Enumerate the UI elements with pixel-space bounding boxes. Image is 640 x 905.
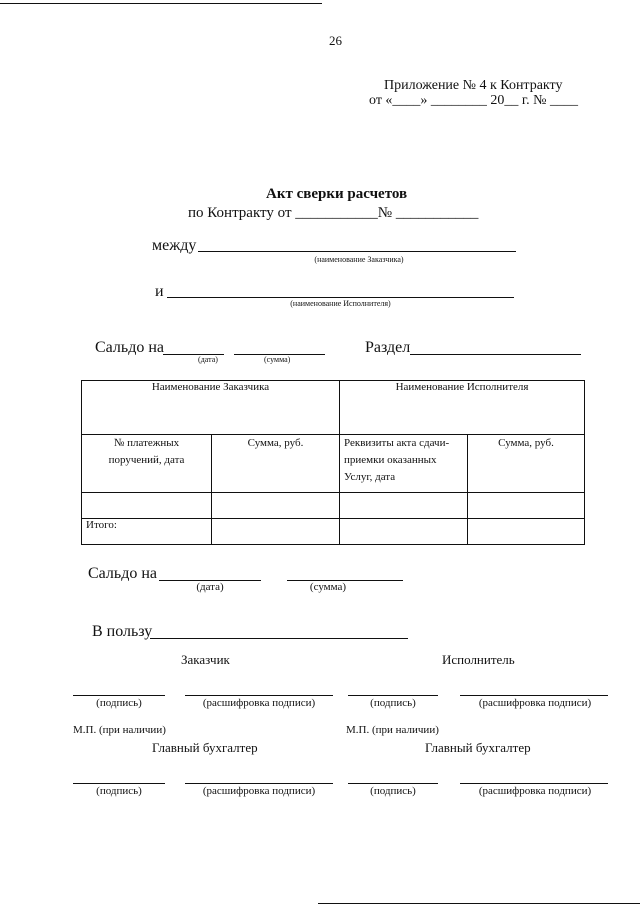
balance-bottom-date-caption: (дата) <box>196 581 224 593</box>
customer-name-line <box>198 251 516 252</box>
page-number: 26 <box>329 33 342 48</box>
executor-accountant-decode-caption: (расшифровка подписи) <box>478 785 592 797</box>
executor-signature-label: Исполнитель <box>442 652 515 667</box>
executor-accountant-signature-line <box>348 783 438 784</box>
section-line <box>410 354 581 355</box>
executor-sum-header: Сумма, руб. <box>468 435 585 493</box>
customer-accountant-signature-line <box>73 783 165 784</box>
executor-signature-line <box>348 695 438 696</box>
customer-signature-caption: (подпись) <box>96 697 142 709</box>
customer-decode-line <box>185 695 333 696</box>
executor-header: Наименование Исполнителя <box>340 381 585 435</box>
balance-top-sum-caption: (сумма) <box>264 355 291 364</box>
customer-accountant-signature-caption: (подпись) <box>96 785 142 797</box>
in-favor-line <box>150 638 408 639</box>
total-row <box>82 519 585 545</box>
total-label: Итого: <box>82 519 212 545</box>
executor-signature-caption: (подпись) <box>370 697 416 709</box>
customer-caption: (наименование Заказчика) <box>314 255 404 264</box>
settlement-table <box>81 380 585 545</box>
executor-accountant-signature-caption: (подпись) <box>370 785 416 797</box>
executor-decode-line <box>460 695 608 696</box>
act-details-header: Реквизиты акта сдачи-приемки оказанных Услуг, дата <box>340 435 468 493</box>
customer-decode-caption: (расшифровка подписи) <box>202 697 316 709</box>
annex-line2: от «____» ________ 20__ г. № ____ <box>369 93 578 108</box>
table-row <box>82 493 585 519</box>
executor-caption: (наименование Исполнителя) <box>290 299 391 308</box>
customer-stamp-note: М.П. (при наличии) <box>73 724 166 736</box>
executor-stamp-note: М.П. (при наличии) <box>346 724 439 736</box>
between-label: между <box>152 237 197 254</box>
annex-line1: Приложение № 4 к Контракту <box>384 78 563 93</box>
customer-sum-header: Сумма, руб. <box>212 435 340 493</box>
customer-signature-label: Заказчик <box>181 652 230 667</box>
balance-bottom-label: Сальдо на <box>88 565 157 582</box>
in-favor-label: В пользу <box>92 623 153 640</box>
document-title: Акт сверки расчетов <box>266 186 408 202</box>
balance-bottom-sum-caption: (сумма) <box>309 581 347 593</box>
customer-accountant-decode-line <box>185 783 333 784</box>
section-label: Раздел <box>365 339 411 356</box>
balance-top-label: Сальдо на <box>95 339 164 356</box>
executor-name-line <box>167 297 514 298</box>
bottom-rule <box>318 903 640 904</box>
customer-header: Наименование Заказчика <box>82 381 340 435</box>
top-rule <box>0 3 322 4</box>
and-label: и <box>155 283 164 300</box>
balance-top-date-caption: (дата) <box>198 355 218 364</box>
executor-decode-caption: (расшифровка подписи) <box>478 697 592 709</box>
executor-accountant-decode-line <box>460 783 608 784</box>
customer-signature-line <box>73 695 165 696</box>
payment-orders-header: № платежных поручений, дата <box>82 435 212 493</box>
customer-chief-accountant: Главный бухгалтер <box>152 740 258 755</box>
executor-chief-accountant: Главный бухгалтер <box>425 740 531 755</box>
contract-line: по Контракту от ___________№ ___________ <box>188 205 479 221</box>
customer-accountant-decode-caption: (расшифровка подписи) <box>202 785 316 797</box>
